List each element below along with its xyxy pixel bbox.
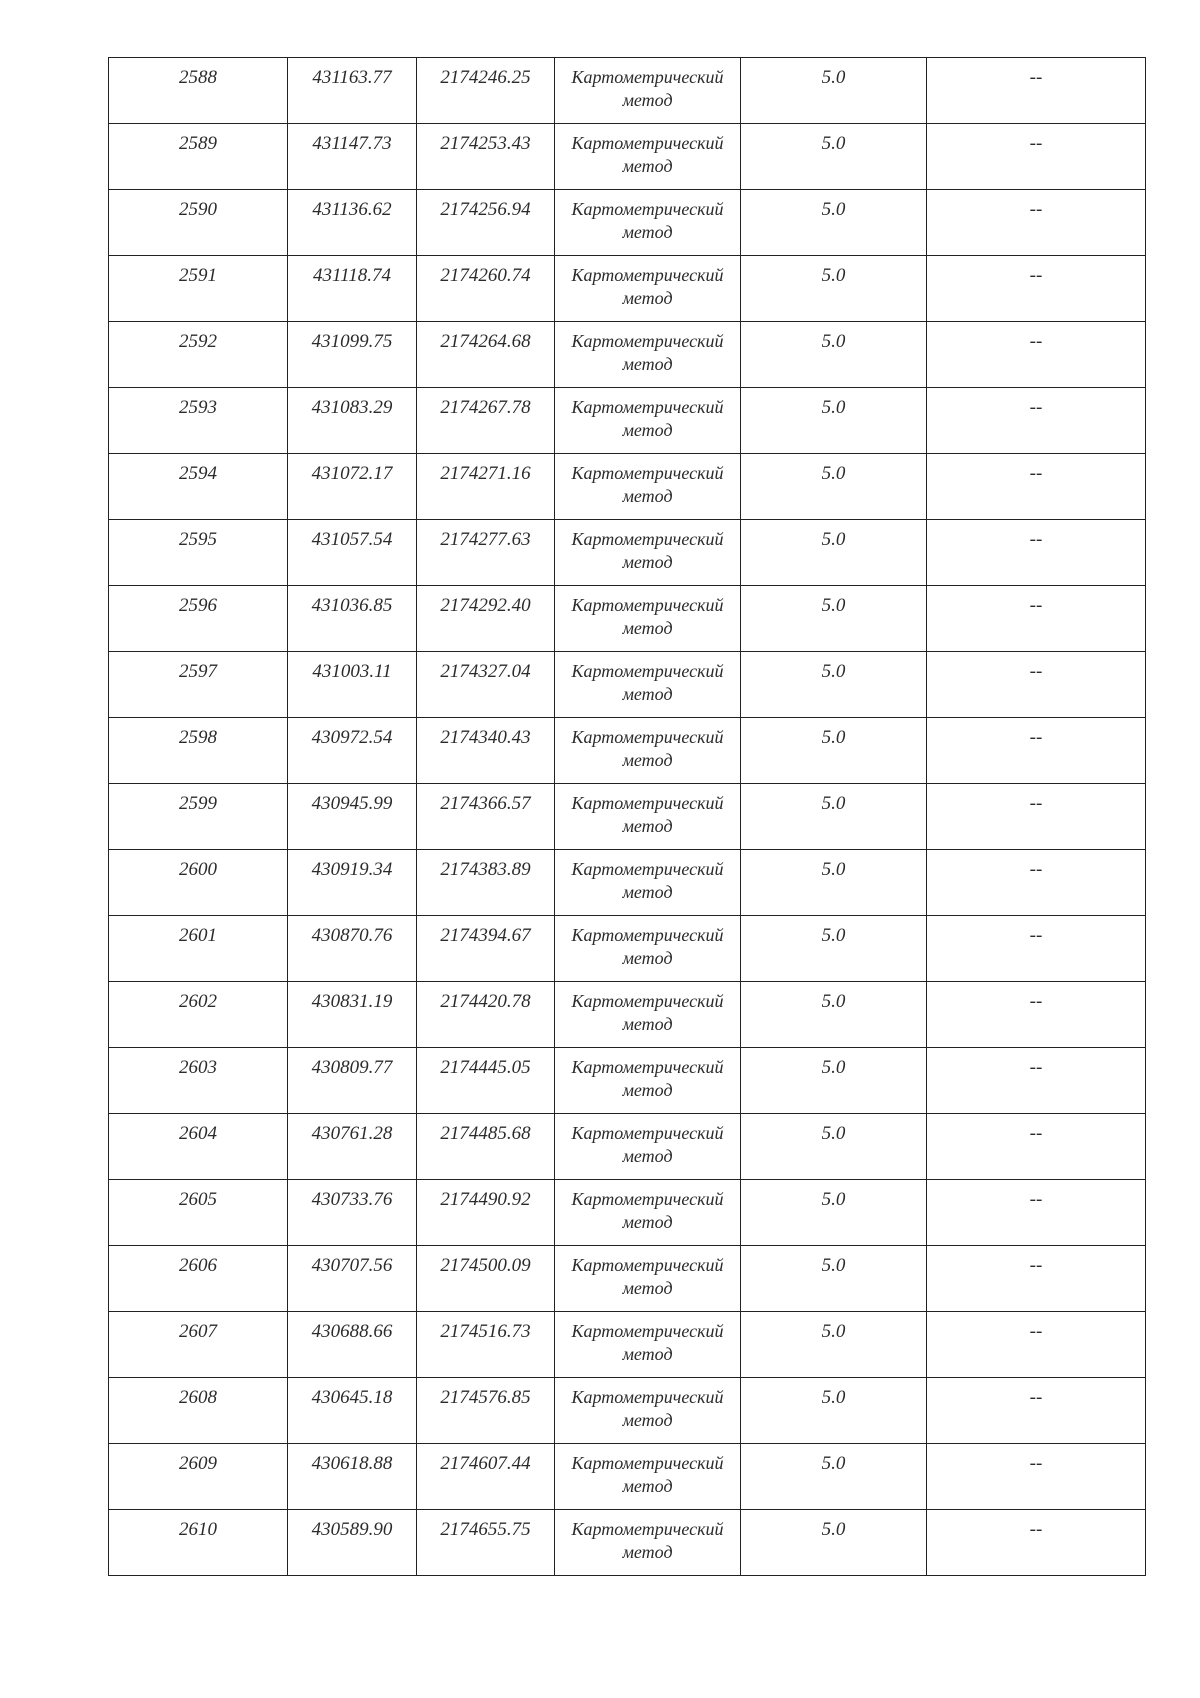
note-cell: -- bbox=[927, 784, 1146, 850]
y-coordinate-cell: 2174246.25 bbox=[417, 58, 555, 124]
table-row bbox=[109, 454, 1146, 520]
accuracy-cell: 5.0 bbox=[741, 1312, 927, 1378]
point-number-cell: 2593 bbox=[109, 388, 288, 454]
note-cell: -- bbox=[927, 124, 1146, 190]
x-coordinate-cell: 430761.28 bbox=[288, 1114, 417, 1180]
table-row bbox=[109, 1048, 1146, 1114]
table-row bbox=[109, 1444, 1146, 1510]
accuracy-cell: 5.0 bbox=[741, 454, 927, 520]
x-coordinate-cell: 430707.56 bbox=[288, 1246, 417, 1312]
table-row bbox=[109, 322, 1146, 388]
accuracy-cell: 5.0 bbox=[741, 916, 927, 982]
method-cell: Картометрический метод bbox=[555, 1378, 741, 1444]
y-coordinate-cell: 2174394.67 bbox=[417, 916, 555, 982]
note-cell: -- bbox=[927, 388, 1146, 454]
coordinates-table-body bbox=[109, 58, 1146, 1576]
y-coordinate-cell: 2174485.68 bbox=[417, 1114, 555, 1180]
point-number-cell: 2609 bbox=[109, 1444, 288, 1510]
y-coordinate-cell: 2174253.43 bbox=[417, 124, 555, 190]
point-number-cell: 2590 bbox=[109, 190, 288, 256]
note-cell: -- bbox=[927, 256, 1146, 322]
y-coordinate-cell: 2174383.89 bbox=[417, 850, 555, 916]
method-cell: Картометрический метод bbox=[555, 1312, 741, 1378]
x-coordinate-cell: 431118.74 bbox=[288, 256, 417, 322]
x-coordinate-cell: 431136.62 bbox=[288, 190, 417, 256]
x-coordinate-cell: 430645.18 bbox=[288, 1378, 417, 1444]
x-coordinate-cell: 431083.29 bbox=[288, 388, 417, 454]
table-row bbox=[109, 388, 1146, 454]
note-cell: -- bbox=[927, 454, 1146, 520]
x-coordinate-cell: 431003.11 bbox=[288, 652, 417, 718]
y-coordinate-cell: 2174340.43 bbox=[417, 718, 555, 784]
accuracy-cell: 5.0 bbox=[741, 1510, 927, 1576]
table-row bbox=[109, 1510, 1146, 1576]
y-coordinate-cell: 2174260.74 bbox=[417, 256, 555, 322]
table-row bbox=[109, 1378, 1146, 1444]
point-number-cell: 2607 bbox=[109, 1312, 288, 1378]
y-coordinate-cell: 2174420.78 bbox=[417, 982, 555, 1048]
y-coordinate-cell: 2174576.85 bbox=[417, 1378, 555, 1444]
point-number-cell: 2589 bbox=[109, 124, 288, 190]
y-coordinate-cell: 2174516.73 bbox=[417, 1312, 555, 1378]
method-cell: Картометрический метод bbox=[555, 586, 741, 652]
accuracy-cell: 5.0 bbox=[741, 124, 927, 190]
y-coordinate-cell: 2174292.40 bbox=[417, 586, 555, 652]
accuracy-cell: 5.0 bbox=[741, 982, 927, 1048]
x-coordinate-cell: 430733.76 bbox=[288, 1180, 417, 1246]
method-cell: Картометрический метод bbox=[555, 322, 741, 388]
x-coordinate-cell: 431099.75 bbox=[288, 322, 417, 388]
note-cell: -- bbox=[927, 1378, 1146, 1444]
method-cell: Картометрический метод bbox=[555, 982, 741, 1048]
accuracy-cell: 5.0 bbox=[741, 1246, 927, 1312]
table-row bbox=[109, 586, 1146, 652]
method-cell: Картометрический метод bbox=[555, 1114, 741, 1180]
method-cell: Картометрический метод bbox=[555, 652, 741, 718]
accuracy-cell: 5.0 bbox=[741, 1444, 927, 1510]
y-coordinate-cell: 2174277.63 bbox=[417, 520, 555, 586]
accuracy-cell: 5.0 bbox=[741, 1114, 927, 1180]
accuracy-cell: 5.0 bbox=[741, 520, 927, 586]
note-cell: -- bbox=[927, 1180, 1146, 1246]
note-cell: -- bbox=[927, 520, 1146, 586]
table-row bbox=[109, 652, 1146, 718]
y-coordinate-cell: 2174271.16 bbox=[417, 454, 555, 520]
table-row bbox=[109, 124, 1146, 190]
x-coordinate-cell: 430919.34 bbox=[288, 850, 417, 916]
method-cell: Картометрический метод bbox=[555, 916, 741, 982]
accuracy-cell: 5.0 bbox=[741, 850, 927, 916]
table-row bbox=[109, 1246, 1146, 1312]
note-cell: -- bbox=[927, 190, 1146, 256]
note-cell: -- bbox=[927, 1114, 1146, 1180]
table-row bbox=[109, 784, 1146, 850]
point-number-cell: 2599 bbox=[109, 784, 288, 850]
method-cell: Картометрический метод bbox=[555, 1048, 741, 1114]
method-cell: Картометрический метод bbox=[555, 454, 741, 520]
accuracy-cell: 5.0 bbox=[741, 718, 927, 784]
point-number-cell: 2605 bbox=[109, 1180, 288, 1246]
point-number-cell: 2591 bbox=[109, 256, 288, 322]
point-number-cell: 2592 bbox=[109, 322, 288, 388]
point-number-cell: 2597 bbox=[109, 652, 288, 718]
point-number-cell: 2602 bbox=[109, 982, 288, 1048]
point-number-cell: 2595 bbox=[109, 520, 288, 586]
method-cell: Картометрический метод bbox=[555, 784, 741, 850]
x-coordinate-cell: 430618.88 bbox=[288, 1444, 417, 1510]
point-number-cell: 2608 bbox=[109, 1378, 288, 1444]
table-row bbox=[109, 1114, 1146, 1180]
note-cell: -- bbox=[927, 1510, 1146, 1576]
table-row bbox=[109, 1312, 1146, 1378]
y-coordinate-cell: 2174327.04 bbox=[417, 652, 555, 718]
point-number-cell: 2596 bbox=[109, 586, 288, 652]
method-cell: Картометрический метод bbox=[555, 256, 741, 322]
method-cell: Картометрический метод bbox=[555, 58, 741, 124]
x-coordinate-cell: 430945.99 bbox=[288, 784, 417, 850]
y-coordinate-cell: 2174655.75 bbox=[417, 1510, 555, 1576]
y-coordinate-cell: 2174490.92 bbox=[417, 1180, 555, 1246]
point-number-cell: 2606 bbox=[109, 1246, 288, 1312]
x-coordinate-cell: 430589.90 bbox=[288, 1510, 417, 1576]
x-coordinate-cell: 430809.77 bbox=[288, 1048, 417, 1114]
method-cell: Картометрический метод bbox=[555, 520, 741, 586]
note-cell: -- bbox=[927, 1444, 1146, 1510]
x-coordinate-cell: 430972.54 bbox=[288, 718, 417, 784]
method-cell: Картометрический метод bbox=[555, 388, 741, 454]
x-coordinate-cell: 430870.76 bbox=[288, 916, 417, 982]
note-cell: -- bbox=[927, 58, 1146, 124]
note-cell: -- bbox=[927, 982, 1146, 1048]
point-number-cell: 2588 bbox=[109, 58, 288, 124]
note-cell: -- bbox=[927, 718, 1146, 784]
table-row bbox=[109, 718, 1146, 784]
note-cell: -- bbox=[927, 1246, 1146, 1312]
method-cell: Картометрический метод bbox=[555, 1510, 741, 1576]
coordinates-table bbox=[108, 57, 1146, 1576]
method-cell: Картометрический метод bbox=[555, 124, 741, 190]
point-number-cell: 2601 bbox=[109, 916, 288, 982]
y-coordinate-cell: 2174264.68 bbox=[417, 322, 555, 388]
method-cell: Картометрический метод bbox=[555, 1180, 741, 1246]
note-cell: -- bbox=[927, 586, 1146, 652]
table-row bbox=[109, 520, 1146, 586]
x-coordinate-cell: 430831.19 bbox=[288, 982, 417, 1048]
table-row bbox=[109, 256, 1146, 322]
table-row bbox=[109, 982, 1146, 1048]
accuracy-cell: 5.0 bbox=[741, 652, 927, 718]
accuracy-cell: 5.0 bbox=[741, 190, 927, 256]
table-row bbox=[109, 1180, 1146, 1246]
table-row bbox=[109, 190, 1146, 256]
point-number-cell: 2598 bbox=[109, 718, 288, 784]
note-cell: -- bbox=[927, 1048, 1146, 1114]
accuracy-cell: 5.0 bbox=[741, 586, 927, 652]
accuracy-cell: 5.0 bbox=[741, 1378, 927, 1444]
accuracy-cell: 5.0 bbox=[741, 1048, 927, 1114]
note-cell: -- bbox=[927, 850, 1146, 916]
x-coordinate-cell: 431072.17 bbox=[288, 454, 417, 520]
x-coordinate-cell: 431036.85 bbox=[288, 586, 417, 652]
accuracy-cell: 5.0 bbox=[741, 322, 927, 388]
x-coordinate-cell: 431163.77 bbox=[288, 58, 417, 124]
table-row bbox=[109, 916, 1146, 982]
y-coordinate-cell: 2174366.57 bbox=[417, 784, 555, 850]
point-number-cell: 2600 bbox=[109, 850, 288, 916]
method-cell: Картометрический метод bbox=[555, 190, 741, 256]
method-cell: Картометрический метод bbox=[555, 1246, 741, 1312]
y-coordinate-cell: 2174256.94 bbox=[417, 190, 555, 256]
accuracy-cell: 5.0 bbox=[741, 1180, 927, 1246]
x-coordinate-cell: 430688.66 bbox=[288, 1312, 417, 1378]
note-cell: -- bbox=[927, 652, 1146, 718]
accuracy-cell: 5.0 bbox=[741, 58, 927, 124]
table-row bbox=[109, 58, 1146, 124]
point-number-cell: 2610 bbox=[109, 1510, 288, 1576]
method-cell: Картометрический метод bbox=[555, 1444, 741, 1510]
accuracy-cell: 5.0 bbox=[741, 784, 927, 850]
note-cell: -- bbox=[927, 916, 1146, 982]
point-number-cell: 2594 bbox=[109, 454, 288, 520]
accuracy-cell: 5.0 bbox=[741, 388, 927, 454]
x-coordinate-cell: 431147.73 bbox=[288, 124, 417, 190]
point-number-cell: 2603 bbox=[109, 1048, 288, 1114]
y-coordinate-cell: 2174267.78 bbox=[417, 388, 555, 454]
point-number-cell: 2604 bbox=[109, 1114, 288, 1180]
method-cell: Картометрический метод bbox=[555, 718, 741, 784]
y-coordinate-cell: 2174500.09 bbox=[417, 1246, 555, 1312]
accuracy-cell: 5.0 bbox=[741, 256, 927, 322]
y-coordinate-cell: 2174445.05 bbox=[417, 1048, 555, 1114]
method-cell: Картометрический метод bbox=[555, 850, 741, 916]
table-row bbox=[109, 850, 1146, 916]
y-coordinate-cell: 2174607.44 bbox=[417, 1444, 555, 1510]
note-cell: -- bbox=[927, 1312, 1146, 1378]
x-coordinate-cell: 431057.54 bbox=[288, 520, 417, 586]
note-cell: -- bbox=[927, 322, 1146, 388]
